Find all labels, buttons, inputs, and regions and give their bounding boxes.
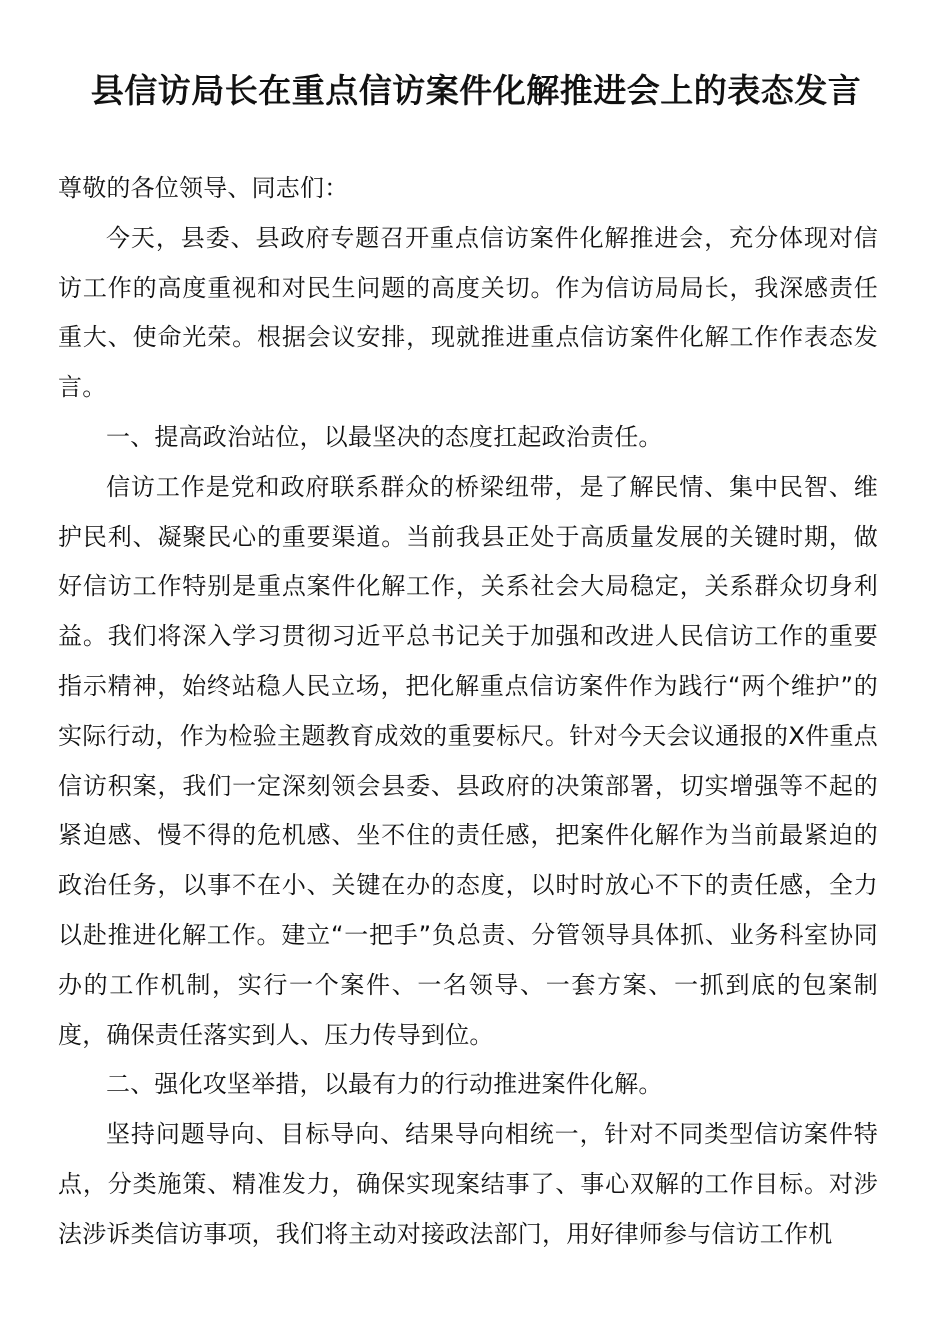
paragraph-opening: 今天，县委、县政府专题召开重点信访案件化解推进会，充分体现对信访工作的高度重视和对民生问题的高度关切。作为信访局局长，我深感责任重大、使命光荣。根据会议安排，现就推进重点信访案件化解工作作表态发言。 (58, 223, 878, 402)
section-heading-1: 一、提高政治站位，以最坚决的态度扛起政治责任。 (106, 422, 663, 451)
document-title: 县信访局长在重点信访案件化解推进会上的表态发言 (90, 71, 862, 110)
paragraph-section-1: 信访工作是党和政府联系群众的桥梁纽带，是了解民情、集中民智、维护民利、凝聚民心的重要渠道。当前我县正处于高质量发展的关键时期，做好信访工作特别是重点案件化解工作，关系社会大局稳定，关系群众切身利益。我们将深入学习贯彻习近平总书记关于加强和改进人民信访工作的重要指示精神，始终站稳人民立场，把化解重点信访案件作为践行“两个维护”的实际行动，作为检验主题教育成效的重要标尺。针对今天会议通报的X件重点信访积案，我们一定深刻领会县委、县政府的决策部署，切实增强等不起的紧迫感、慢不得的危机感、坐不住的责任感，把案件化解作为当前最紧迫的政治任务，以事不在小、关键在办的态度，以时时放心不下的责任感，全力以赴推进化解工作。建立“一把手”负总责、分管领导具体抓、业务科室协同办的工作机制，实行一个案件、一名领导、一套方案、一抓到底的包案制度，确保责任落实到人、压力传导到位。 (58, 472, 878, 1049)
salutation: 尊敬的各位领导、同志们： (58, 174, 349, 202)
section-heading-2: 二、强化攻坚举措，以最有力的行动推进案件化解。 (106, 1070, 663, 1099)
document-body (58, 164, 878, 1260)
document-page (58, 0, 878, 1344)
paragraph-section-2: 坚持问题导向、目标导向、结果导向相统一，针对不同类型信访案件特点，分类施策、精准发力，确保实现案结事了、事心双解的工作目标。对涉法涉诉类信访事项，我们将主动对接政法部门，用好律师参与信访工作机 (58, 1120, 878, 1248)
